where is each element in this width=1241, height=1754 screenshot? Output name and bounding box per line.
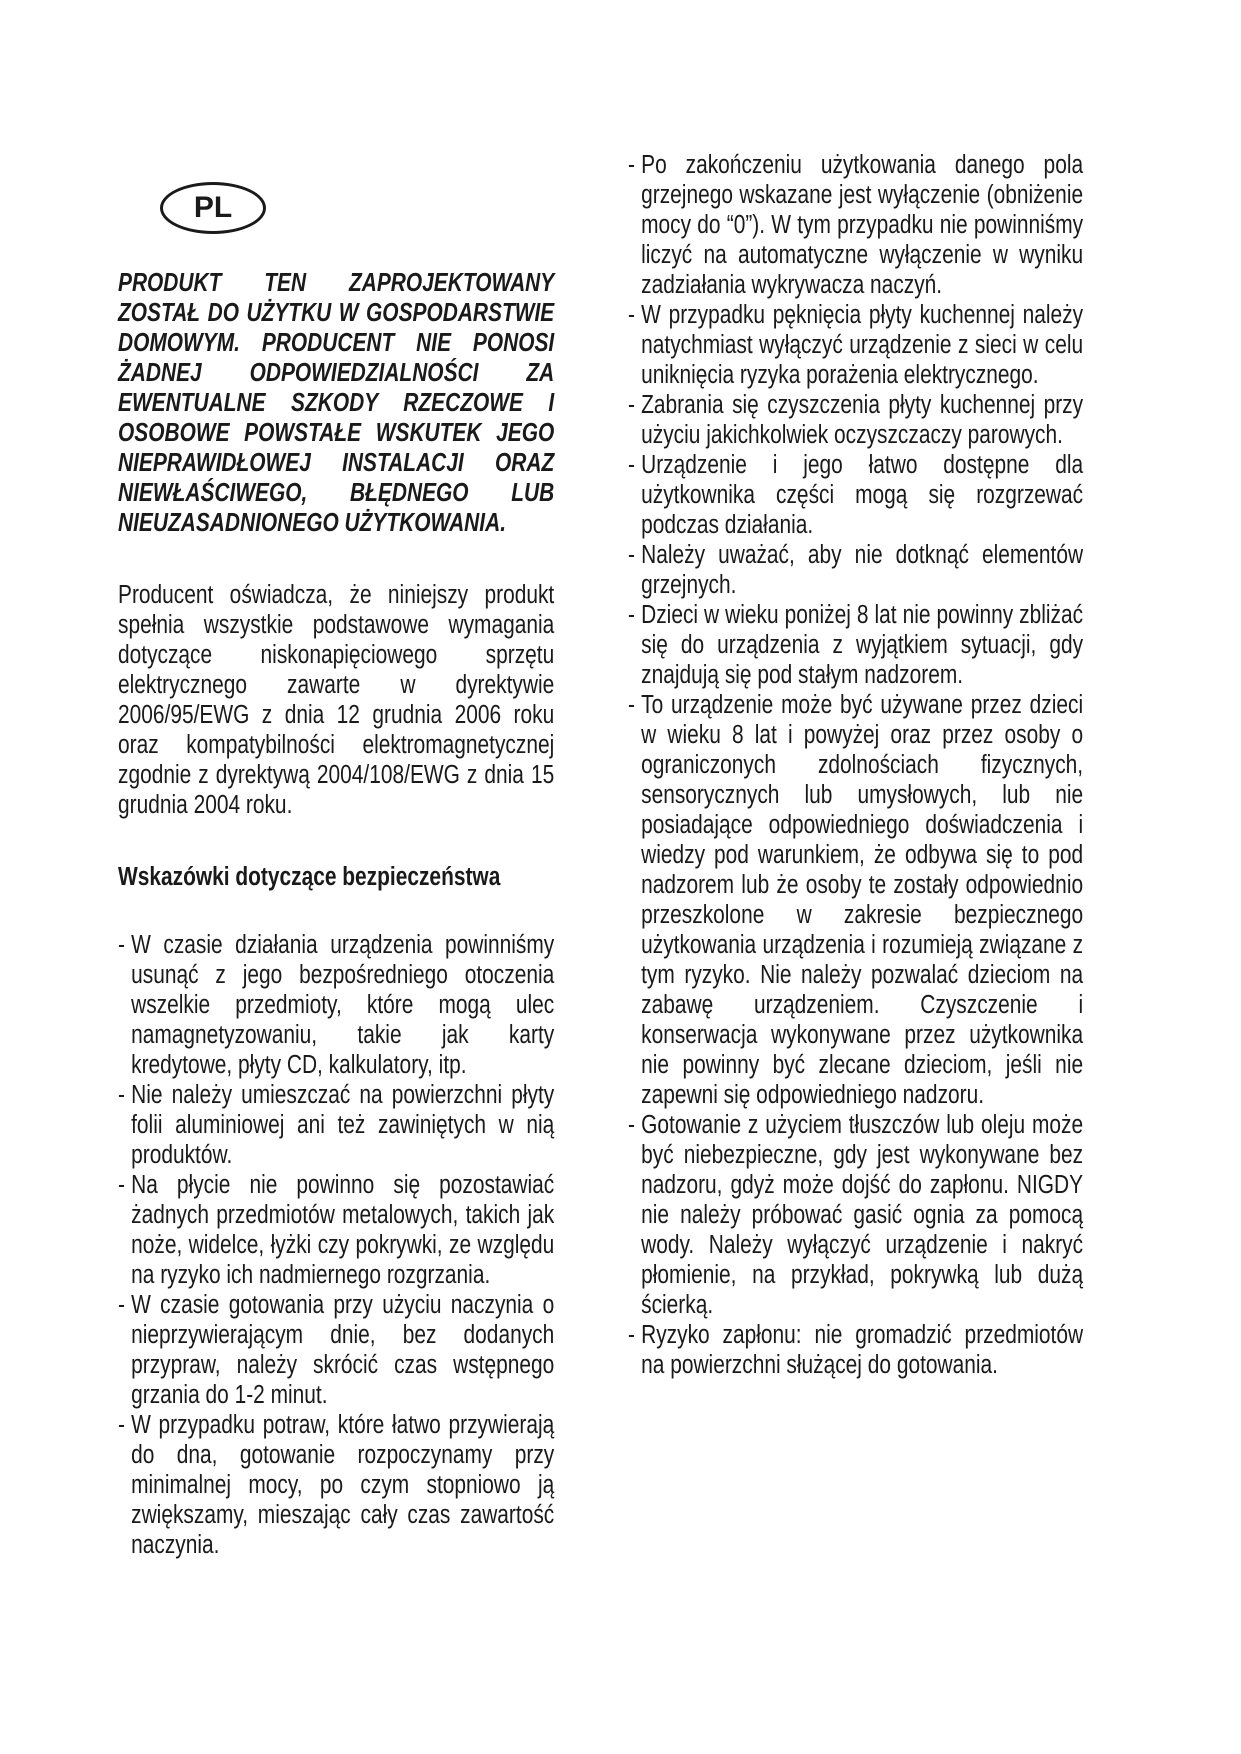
safety-list-left bbox=[118, 930, 554, 1560]
list-item: - W czasie działania urządzenia powinniśmy usunąć z jego bezpośredniego otoczenia wszelkie przedmioty, które mogą ulec namagnetyzowaniu, takie jak karty kredytowe, płyty CD, kalkulatory, itp. bbox=[118, 930, 554, 1080]
list-item: - Dzieci w wieku poniżej 8 lat nie powinny zbliżać się do urządzenia z wyjątkiem sytuacji, gdy znajdują się pod stałym nadzorem. bbox=[628, 600, 1083, 690]
safety-heading: Wskazówki dotyczące bezpieczeństwa bbox=[118, 863, 501, 891]
list-item: - Należy uważać, aby nie dotknąć elementów grzejnych. bbox=[628, 540, 1083, 600]
left-column bbox=[118, 268, 554, 1560]
list-item: - Gotowanie z użyciem tłuszczów lub oleju może być niebezpieczne, gdy jest wykonywane bez nadzoru, gdyż może dojść do zapłonu. NIGDY nie należy próbować gasić ognia za pomocą wody. Należy wyłączyć urządzenie i nakryć płomienie, na przykład, pokrywką lub dużą ścierką. bbox=[628, 1110, 1083, 1320]
list-item: - W przypadku pęknięcia płyty kuchennej należy natychmiast wyłączyć urządzenie z sieci w celu uniknięcia ryzyka porażenia elektrycznego. bbox=[628, 300, 1083, 390]
list-item: - Nie należy umieszczać na powierzchni płyty folii aluminiowej ani też zawiniętych w nią produktów. bbox=[118, 1080, 554, 1170]
declaration-paragraph: Producent oświadcza, że niniejszy produkt spełnia wszystkie podstawowe wymagania dotyczące niskonapięciowego sprzętu elektrycznego zawarte w dyrektywie 2006/95/EWG z dnia 12 grudnia 2006 roku oraz kompatybilności elektromagnetycznej zgodnie z dyrektywą 2004/108/EWG z dnia 15 grudnia 2004 roku. bbox=[118, 581, 555, 819]
list-item: - Ryzyko zapłonu: nie gromadzić przedmiotów na powierzchni służącej do gotowania. bbox=[628, 1320, 1083, 1380]
list-item: - Urządzenie i jego łatwo dostępne dla użytkownika części mogą się rozgrzewać podczas działania. bbox=[628, 450, 1083, 540]
list-item: - Na płycie nie powinno się pozostawiać żadnych przedmiotów metalowych, takich jak noże, widelce, łyżki czy pokrywki, ze względu na ryzyko ich nadmiernego rozgrzania. bbox=[118, 1170, 554, 1290]
list-item: - Po zakończeniu użytkowania danego pola grzejnego wskazane jest wyłączenie (obniżenie mocy do “0”). W tym przypadku nie powinniśmy liczyć na automatyczne wyłączenie w wyniku zadziałania wykrywacza naczyń. bbox=[628, 150, 1083, 300]
warning-notice: PRODUKT TEN ZAPROJEKTOWANY ZOSTAŁ DO UŻYTKU W GOSPODARSTWIE DOMOWYM. PRODUCENT NIE PONOSI ŻADNEJ ODPOWIEDZIALNOŚCI ZA EWENTUALNE SZKODY RZECZOWE I OSOBOWE POWSTAŁE WSKUTEK JEGO NIEPRAWIDŁOWEJ INSTALACJI ORAZ NIEWŁAŚCIWEGO, BŁĘDNEGO LUB NIEUZASADNIONEGO UŻYTKOWANIA. bbox=[118, 269, 555, 537]
list-item: - To urządzenie może być używane przez dzieci w wieku 8 lat i powyżej oraz przez osoby o ograniczonych zdolnościach fizycznych, sensorycznych lub umysłowych, lub nie posiadające odpowiedniego doświadczenia i wiedzy pod warunkiem, że odbywa się to pod nadzorem lub że osoby te zostały odpowiednio przeszkolone w zakresie bezpiecznego użytkowania urządzenia i rozumieją związane z tym ryzyko. Nie należy pozwalać dzieciom na zabawę urządzeniem. Czyszczenie i konserwacja wykonywane przez użytkownika nie powinny być zlecane dzieciom, jeśli nie zapewni się odpowiedniego nadzoru. bbox=[628, 690, 1083, 1110]
list-item: - W przypadku potraw, które łatwo przywierają do dna, gotowanie rozpoczynamy przy minimalnej mocy, po czym stopniowo ją zwiększamy, mieszając cały czas zawartość naczynia. bbox=[118, 1410, 554, 1560]
safety-list-right bbox=[628, 150, 1083, 1380]
list-item: - Zabrania się czyszczenia płyty kuchennej przy użyciu jakichkolwiek oczyszczaczy parowych. bbox=[628, 390, 1083, 450]
right-column bbox=[628, 150, 1083, 1380]
list-item: - W czasie gotowania przy użyciu naczynia o nieprzywierającym dnie, bez dodanych przypraw, należy skrócić czas wstępnego grzania do 1-2 minut. bbox=[118, 1290, 554, 1410]
language-badge: PL bbox=[160, 182, 266, 234]
